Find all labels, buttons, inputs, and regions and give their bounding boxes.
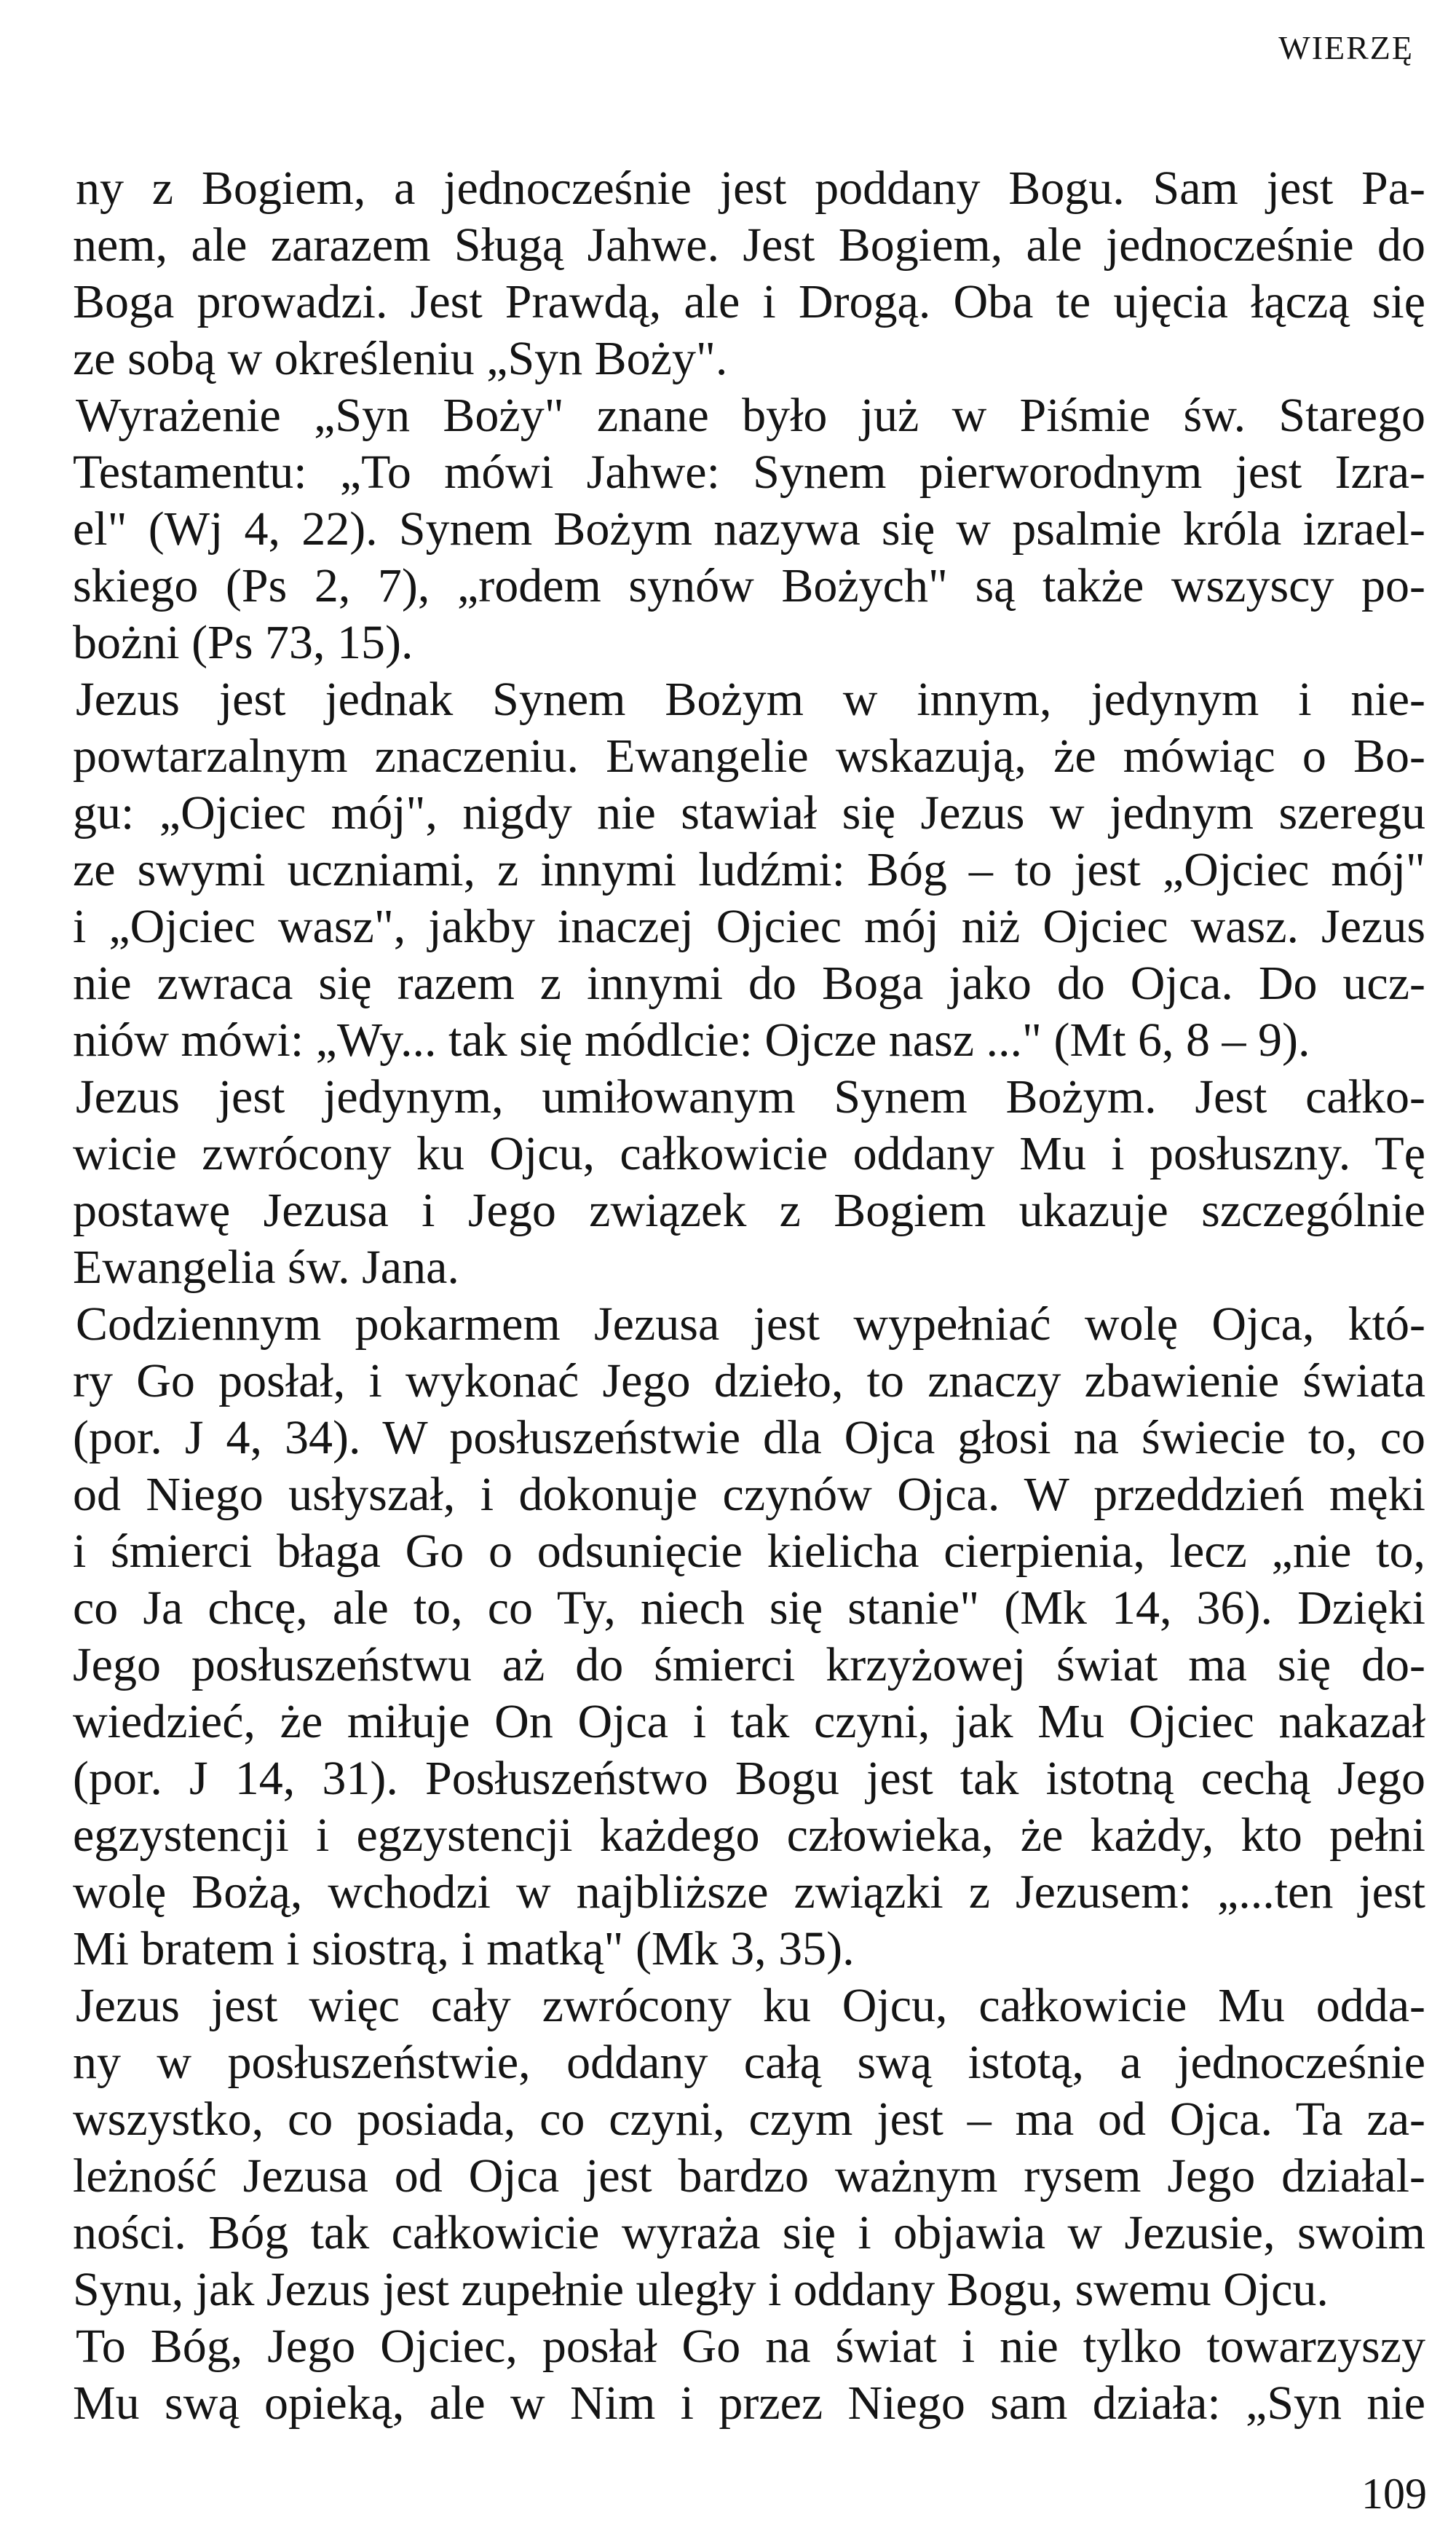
- text-line: (por. J 4, 34). W posłuszeństwie dla Ojca głosi na świecie to, co: [73, 1411, 1425, 1464]
- paragraph: [73, 387, 1425, 671]
- text-line: ze sobą w określeniu „Syn Boży".: [73, 332, 728, 385]
- text-line: ny z Bogiem, a jednocześnie jest poddany Bogu. Sam jest Pa-: [76, 162, 1425, 215]
- text-line: el" (Wj 4, 22). Synem Bożym nazywa się w psalmie króla izrael-: [73, 502, 1425, 556]
- text-line: Jezus jest jednak Synem Bożym w innym, jedynym i nie-: [76, 673, 1425, 726]
- paragraph: [73, 1069, 1425, 1296]
- body-text: [73, 160, 1425, 2432]
- text-line: nie zwraca się razem z innymi do Boga jako do Ojca. Do ucz-: [73, 957, 1425, 1010]
- text-line: Mi bratem i siostrą, i matką" (Mk 3, 35).: [73, 1922, 855, 1975]
- text-line: ności. Bóg tak całkowicie wyraża się i objawia w Jezusie, swoim: [73, 2206, 1425, 2259]
- paragraph: [73, 2318, 1425, 2432]
- paragraph: [73, 1978, 1425, 2318]
- text-line: gu: „Ojciec mój", nigdy nie stawiał się Jezus w jednym szeregu: [73, 786, 1425, 840]
- text-line: wicie zwrócony ku Ojcu, całkowicie oddany Mu i posłuszny. Tę: [73, 1127, 1425, 1180]
- text-line: Testamentu: „To mówi Jahwe: Synem pierworodnym jest Izra-: [73, 446, 1425, 499]
- text-line: co Ja chcę, ale to, co Ty, niech się stanie" (Mk 14, 36). Dzięki: [73, 1581, 1425, 1635]
- text-line: ze swymi uczniami, z innymi ludźmi: Bóg – to jest „Ojciec mój": [73, 843, 1425, 896]
- text-line: Ewangelia św. Jana.: [73, 1241, 459, 1294]
- text-line: egzystencji i egzystencji każdego człowieka, że każdy, kto pełni: [73, 1809, 1425, 1862]
- text-line: To Bóg, Jego Ojciec, posłał Go na świat i nie tylko towarzyszy: [76, 2320, 1425, 2373]
- text-line: Boga prowadzi. Jest Prawdą, ale i Drogą. Oba te ujęcia łączą się: [73, 275, 1425, 328]
- text-line: Jego posłuszeństwu aż do śmierci krzyżowej świat ma się do-: [73, 1638, 1425, 1691]
- text-line: (por. J 14, 31). Posłuszeństwo Bogu jest tak istotną cechą Jego: [73, 1752, 1425, 1805]
- paragraph: [73, 671, 1425, 1069]
- text-line: wolę Bożą, wchodzi w najbliższe związki z Jezusem: „...ten jest: [73, 1865, 1425, 1919]
- paragraph: [73, 160, 1425, 387]
- paragraph: [73, 1296, 1425, 1978]
- text-line: powtarzalnym znaczeniu. Ewangelie wskazują, że mówiąc o Bo-: [73, 730, 1425, 783]
- running-head: WIERZĘ: [1278, 29, 1414, 66]
- text-line: ny w posłuszeństwie, oddany całą swą istotą, a jednocześnie: [73, 2036, 1425, 2089]
- text-line: Mu swą opieką, ale w Nim i przez Niego sam działa: „Syn nie: [73, 2377, 1425, 2430]
- text-line: Jezus jest więc cały zwrócony ku Ojcu, całkowicie Mu odda-: [76, 1979, 1425, 2032]
- text-line: od Niego usłyszał, i dokonuje czynów Ojca. W przeddzień męki: [73, 1468, 1425, 1521]
- text-line: Wyrażenie „Syn Boży" znane było już w Piśmie św. Starego: [76, 389, 1425, 442]
- text-line: i śmierci błaga Go o odsunięcie kielicha cierpienia, lecz „nie to,: [73, 1525, 1425, 1578]
- page-number: 109: [1361, 2470, 1427, 2518]
- text-line: niów mówi: „Wy... tak się módlcie: Ojcze nasz ..." (Mt 6, 8 – 9).: [73, 1014, 1310, 1067]
- text-line: Jezus jest jedynym, umiłowanym Synem Bożym. Jest całko-: [76, 1070, 1425, 1123]
- text-line: wiedzieć, że miłuje On Ojca i tak czyni, jak Mu Ojciec nakazał: [73, 1695, 1425, 1748]
- text-line: ry Go posłał, i wykonać Jego dzieło, to znaczy zbawienie świata: [73, 1354, 1425, 1407]
- text-line: postawę Jezusa i Jego związek z Bogiem ukazuje szczególnie: [73, 1184, 1425, 1237]
- text-line: wszystko, co posiada, co czyni, czym jest – ma od Ojca. Ta za-: [73, 2093, 1425, 2146]
- text-line: leżność Jezusa od Ojca jest bardzo ważnym rysem Jego działal-: [73, 2149, 1425, 2203]
- text-line: bożni (Ps 73, 15).: [73, 616, 414, 669]
- text-line: i „Ojciec wasz", jakby inaczej Ojciec mój niż Ojciec wasz. Jezus: [73, 900, 1425, 953]
- text-line: skiego (Ps 2, 7), „rodem synów Bożych" są także wszyscy po-: [73, 559, 1425, 612]
- text-line: Synu, jak Jezus jest zupełnie uległy i oddany Bogu, swemu Ojcu.: [73, 2263, 1329, 2316]
- text-line: Codziennym pokarmem Jezusa jest wypełniać wolę Ojca, któ-: [76, 1297, 1425, 1351]
- text-line: nem, ale zarazem Sługą Jahwe. Jest Bogiem, ale jednocześnie do: [73, 218, 1425, 272]
